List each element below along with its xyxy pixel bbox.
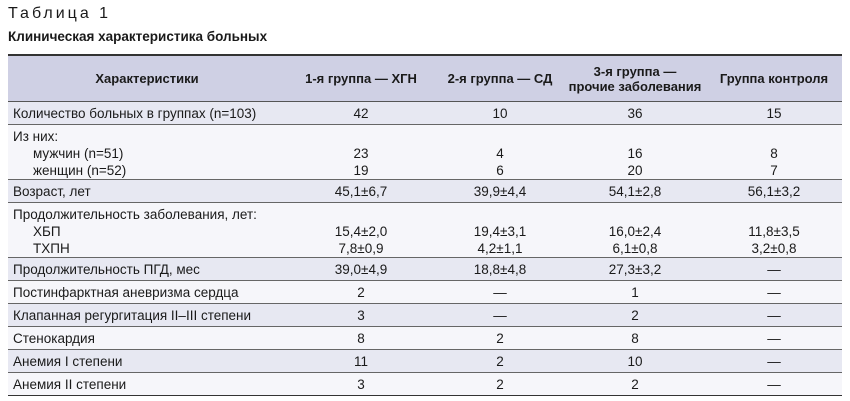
row-sublabel: ХБП: [33, 224, 61, 239]
cell-group-1: 19: [353, 163, 369, 178]
row-label: Стенокардия: [13, 330, 95, 346]
table-row: [8, 125, 842, 180]
row-sublabel: женщин (n=52): [33, 163, 127, 178]
cell-group-1: 2: [357, 284, 365, 300]
row-label: Постинфарктная аневризма сердца: [13, 284, 239, 300]
header-control-group: Группа контроля: [719, 71, 829, 86]
cell-group-1: 3: [357, 307, 365, 323]
cell-group-3: 1: [631, 284, 639, 300]
cell-group-2: 39,9±4,4: [473, 183, 527, 199]
table-row: [8, 180, 842, 203]
table-row: [8, 327, 842, 350]
cell-group-2: 4,2±1,1: [477, 241, 523, 256]
cell-control: 8: [770, 146, 778, 161]
row-label: Возраст, лет: [13, 183, 91, 199]
cell-group-2: 2: [496, 376, 504, 392]
cell-group-1: 15,4±2,0: [334, 224, 388, 239]
row-label: Из них:: [13, 129, 59, 144]
characteristics-table: [8, 54, 842, 396]
table-row: [8, 258, 842, 281]
table-body: [8, 102, 842, 395]
table-row: [8, 373, 842, 395]
cell-group-1: 8: [357, 330, 365, 346]
cell-group-3: 27,3±3,2: [608, 261, 662, 277]
cell-group-3: 16: [627, 146, 643, 161]
cell-group-1: 23: [353, 146, 369, 161]
cell-group-2: 18,8±4,8: [473, 261, 527, 277]
cell-group-2: 4: [496, 146, 504, 161]
cell-group-2: —: [493, 307, 507, 323]
cell-group-3: 2: [631, 376, 639, 392]
row-sublabel: мужчин (n=51): [33, 146, 124, 161]
cell-control: —: [767, 376, 781, 392]
cell-control: 15: [766, 105, 782, 121]
table-row: [8, 281, 842, 304]
table-row: [8, 304, 842, 327]
table-header: [8, 56, 842, 102]
cell-group-3: 36: [627, 105, 643, 121]
row-label: Количество больных в группах (n=103): [13, 105, 257, 121]
header-characteristics: Характеристики: [95, 71, 199, 86]
cell-group-2: 6: [496, 163, 504, 178]
header-group-2: 2-я группа — СД: [447, 71, 553, 86]
cell-control: —: [767, 284, 781, 300]
cell-control: 7: [770, 163, 778, 178]
cell-control: 56,1±3,2: [747, 183, 801, 199]
cell-group-3: 6,1±0,8: [612, 241, 658, 256]
cell-control: 11,8±3,5: [748, 224, 800, 239]
table-row: [8, 102, 842, 125]
cell-group-1: 45,1±6,7: [334, 183, 388, 199]
row-label: Анемия I степени: [13, 353, 123, 369]
cell-group-1: 7,8±0,9: [338, 241, 384, 256]
cell-group-2: 10: [492, 105, 508, 121]
table-row: [8, 350, 842, 373]
cell-group-2: 2: [496, 353, 504, 369]
row-sublabel: ТХПН: [33, 241, 70, 256]
cell-group-1: 11: [353, 353, 368, 369]
header-group-3-line1: 3-я группа —: [593, 63, 677, 79]
cell-group-3: 10: [627, 353, 643, 369]
cell-group-2: 2: [496, 330, 504, 346]
table-caption: Таблица 1: [8, 5, 112, 22]
cell-group-3: 20: [627, 163, 643, 178]
cell-control: —: [767, 353, 781, 369]
cell-group-3: 16,0±2,4: [608, 224, 662, 239]
row-label: Продолжительность ПГД, мес: [13, 261, 200, 277]
cell-control: 3,2±0,8: [751, 241, 797, 256]
row-label: Клапанная регургитация II–III степени: [13, 307, 252, 323]
cell-group-2: 19,4±3,1: [473, 224, 527, 239]
table-title: Клиническая характеристика больных: [8, 29, 268, 44]
cell-control: —: [767, 330, 781, 346]
cell-group-3: 2: [631, 307, 639, 323]
cell-group-3: 54,1±2,8: [608, 183, 662, 199]
cell-group-1: 42: [353, 105, 369, 121]
cell-control: —: [767, 307, 781, 323]
table-row: [8, 203, 842, 258]
cell-control: —: [767, 261, 781, 277]
cell-group-3: 8: [631, 330, 639, 346]
row-label: Анемия II степени: [13, 376, 127, 392]
cell-group-1: 39,0±4,9: [334, 261, 388, 277]
row-label: Продолжительность заболевания, лет:: [13, 207, 257, 222]
cell-group-2: —: [493, 284, 507, 300]
header-group-3-line2: прочие заболевания: [568, 78, 702, 94]
header-group-3: [564, 64, 706, 94]
cell-group-1: 3: [357, 376, 365, 392]
header-group-1: 1-я группа — ХГН: [305, 71, 417, 86]
